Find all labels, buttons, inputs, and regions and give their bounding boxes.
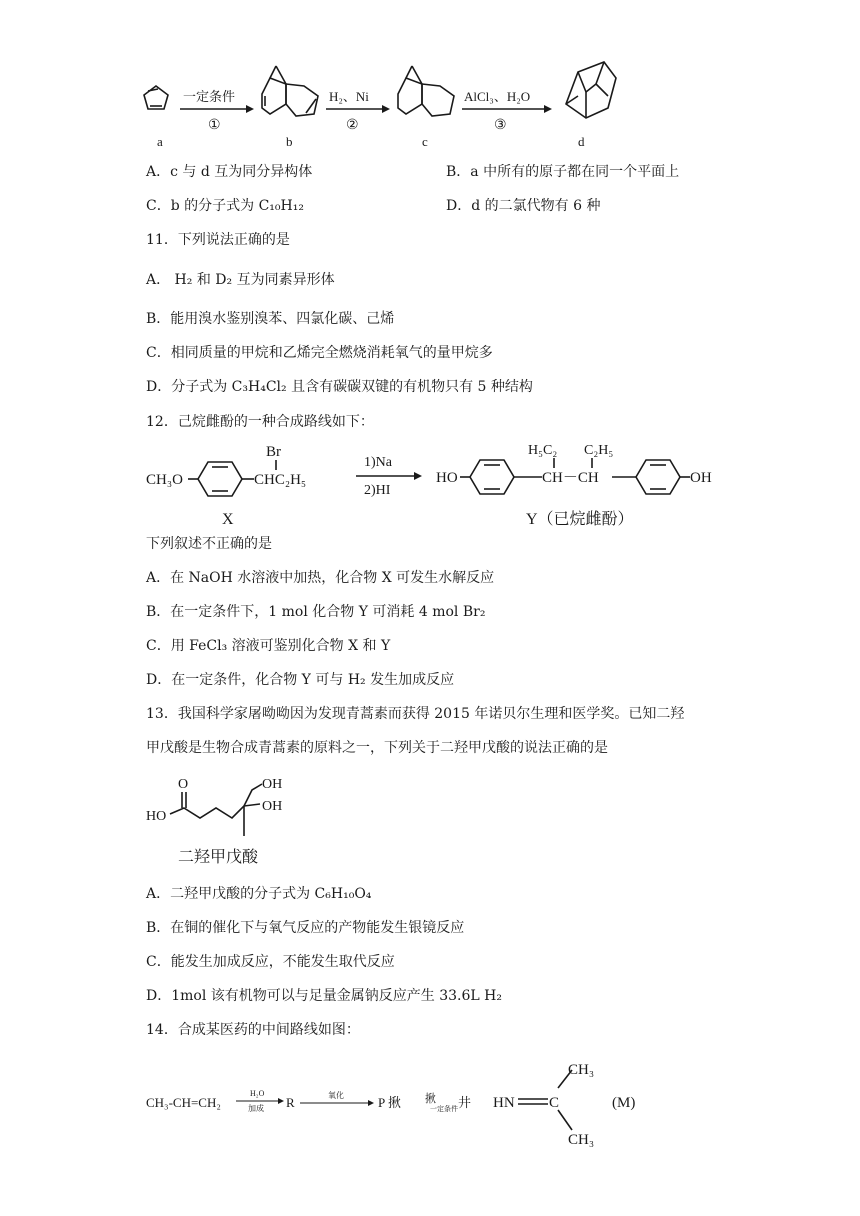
step1-condition: 一定条件 <box>183 89 236 104</box>
y-center: CH－CH <box>542 470 599 486</box>
q13-option-a: A．二羟甲戊酸的分子式为 C₆H₁₀O₄ <box>146 886 372 902</box>
step3-number: ③ <box>494 118 507 133</box>
compound-m-label: (M) <box>612 1095 636 1111</box>
y-hydroxy-right: OH <box>690 470 712 486</box>
cond2-top: 氧化 <box>328 1091 344 1100</box>
condition-2: 2)HI <box>364 483 391 498</box>
molecule-b <box>262 66 318 116</box>
y-benzene-ring-right <box>636 460 680 494</box>
q13-stem-line-1: 13．我国科学家屠呦呦因为发现青蒿素而获得 2015 年诺贝尔生理和医学奖。已知二羟 <box>146 706 685 722</box>
y-hydroxy-left: HO <box>436 470 458 486</box>
intermediate-r: R <box>286 1095 295 1110</box>
cond1-bottom: 加成 <box>248 1104 264 1113</box>
q10-option-b: B．a 中所有的原子都在同一个平面上 <box>446 164 680 180</box>
structure-mevalonic-acid <box>0 766 860 886</box>
condition-1: 1)Na <box>364 455 392 470</box>
y-ethyl-left: H₅C₂ <box>528 443 558 458</box>
q14-stem: 14．合成某医药的中间路线如图： <box>146 1022 360 1038</box>
label-b: b <box>286 134 293 149</box>
step1-number: ① <box>208 118 221 133</box>
x-methoxy: CH₃O <box>146 472 183 488</box>
q11-stem: 11．下列说法正确的是 <box>146 232 290 248</box>
propene: CH₃-CH=CH₂ <box>146 1095 221 1110</box>
step3-condition: AlCl₃、H₂O <box>464 89 531 104</box>
q10-option-c: C．b 的分子式为 C₁₀H₁₂ <box>146 198 304 214</box>
methyl-top: CH₃ <box>568 1062 595 1078</box>
label-d: d <box>578 134 585 149</box>
acid-hydroxy: HO <box>146 809 167 824</box>
q12-sub-stem: 下列叙述不正确的是 <box>146 536 272 552</box>
carbonyl-oxygen: O <box>178 777 189 792</box>
q10-option-d: D．d 的二氯代物有 6 种 <box>446 198 601 214</box>
q11-option-a: A． H₂ 和 D₂ 互为同素异形体 <box>146 272 335 288</box>
imine-carbon: C <box>549 1095 560 1111</box>
q13-option-d: D．1mol 该有机物可以与足量金属钠反应产生 33.6L H₂ <box>146 988 502 1004</box>
y-benzene-ring-left <box>470 460 514 494</box>
imine-hn: HN <box>493 1095 515 1111</box>
q10-option-a: A．c 与 d 互为同分异构体 <box>146 164 313 180</box>
reaction-scheme-2 <box>0 432 860 532</box>
q12-option-a: A．在 NaOH 水溶液中加热，化合物 X 可发生水解反应 <box>146 570 495 586</box>
q12-option-c: C．用 FeCl₃ 溶液可鉴别化合物 X 和 Y <box>146 638 391 654</box>
molecule-d <box>566 62 616 118</box>
reaction-scheme-3 <box>0 1050 860 1160</box>
q13-option-c: C．能发生加成反应，不能发生取代反应 <box>146 954 395 970</box>
label-c: c <box>422 134 428 149</box>
q11-option-b: B．能用溴水鉴别溴苯、四氯化碳、己烯 <box>146 311 395 327</box>
tertiary-oh: OH <box>262 799 283 814</box>
step2-condition: H₂、Ni <box>329 89 369 104</box>
methyl-bottom: CH₃ <box>568 1132 595 1148</box>
label-y: Y（已烷雌酚） <box>526 511 634 528</box>
x-bromo: Br <box>266 444 281 460</box>
molecule-c <box>398 66 454 116</box>
q12-stem: 12．己烷雌酚的一种合成路线如下： <box>146 414 374 430</box>
cond3-top: 揪 <box>425 1093 436 1105</box>
y-ethyl-right: C₂H₅ <box>584 443 614 458</box>
q13-option-b: B．在铜的催化下与氧气反应的产物能发生银镜反应 <box>146 920 465 936</box>
cond3-bottom: 一定条件 <box>430 1105 458 1113</box>
q13-stem-line-2: 甲戊酸是生物合成青蒿素的原料之一，下列关于二羟甲戊酸的说法正确的是 <box>146 740 608 756</box>
reaction-scheme-1 <box>0 0 860 160</box>
intermediate-p: P 揪 <box>378 1095 401 1110</box>
label-a: a <box>157 134 163 149</box>
cond3-end: 井 <box>458 1095 472 1110</box>
q12-option-b: B．在一定条件下，1 mol 化合物 Y 可消耗 4 mol Br₂ <box>146 604 486 620</box>
q12-option-d: D．在一定条件，化合物 Y 可与 H₂ 发生加成反应 <box>146 672 455 688</box>
hydroxymethyl-oh: OH <box>262 777 283 792</box>
q11-option-c: C．相同质量的甲烷和乙烯完全燃烧消耗氧气的量甲烷多 <box>146 345 493 361</box>
step2-number: ② <box>346 118 359 133</box>
q11-option-d: D．分子式为 C₃H₄Cl₂ 且含有碳碳双键的有机物只有 5 种结构 <box>146 379 533 395</box>
x-side-chain: CHC₂H₅ <box>254 472 307 488</box>
x-benzene-ring <box>198 462 242 496</box>
label-x: X <box>222 511 234 528</box>
cond1-top: H₂O <box>250 1089 265 1098</box>
compound-name: 二羟甲戊酸 <box>178 849 259 866</box>
molecule-a <box>144 86 168 109</box>
